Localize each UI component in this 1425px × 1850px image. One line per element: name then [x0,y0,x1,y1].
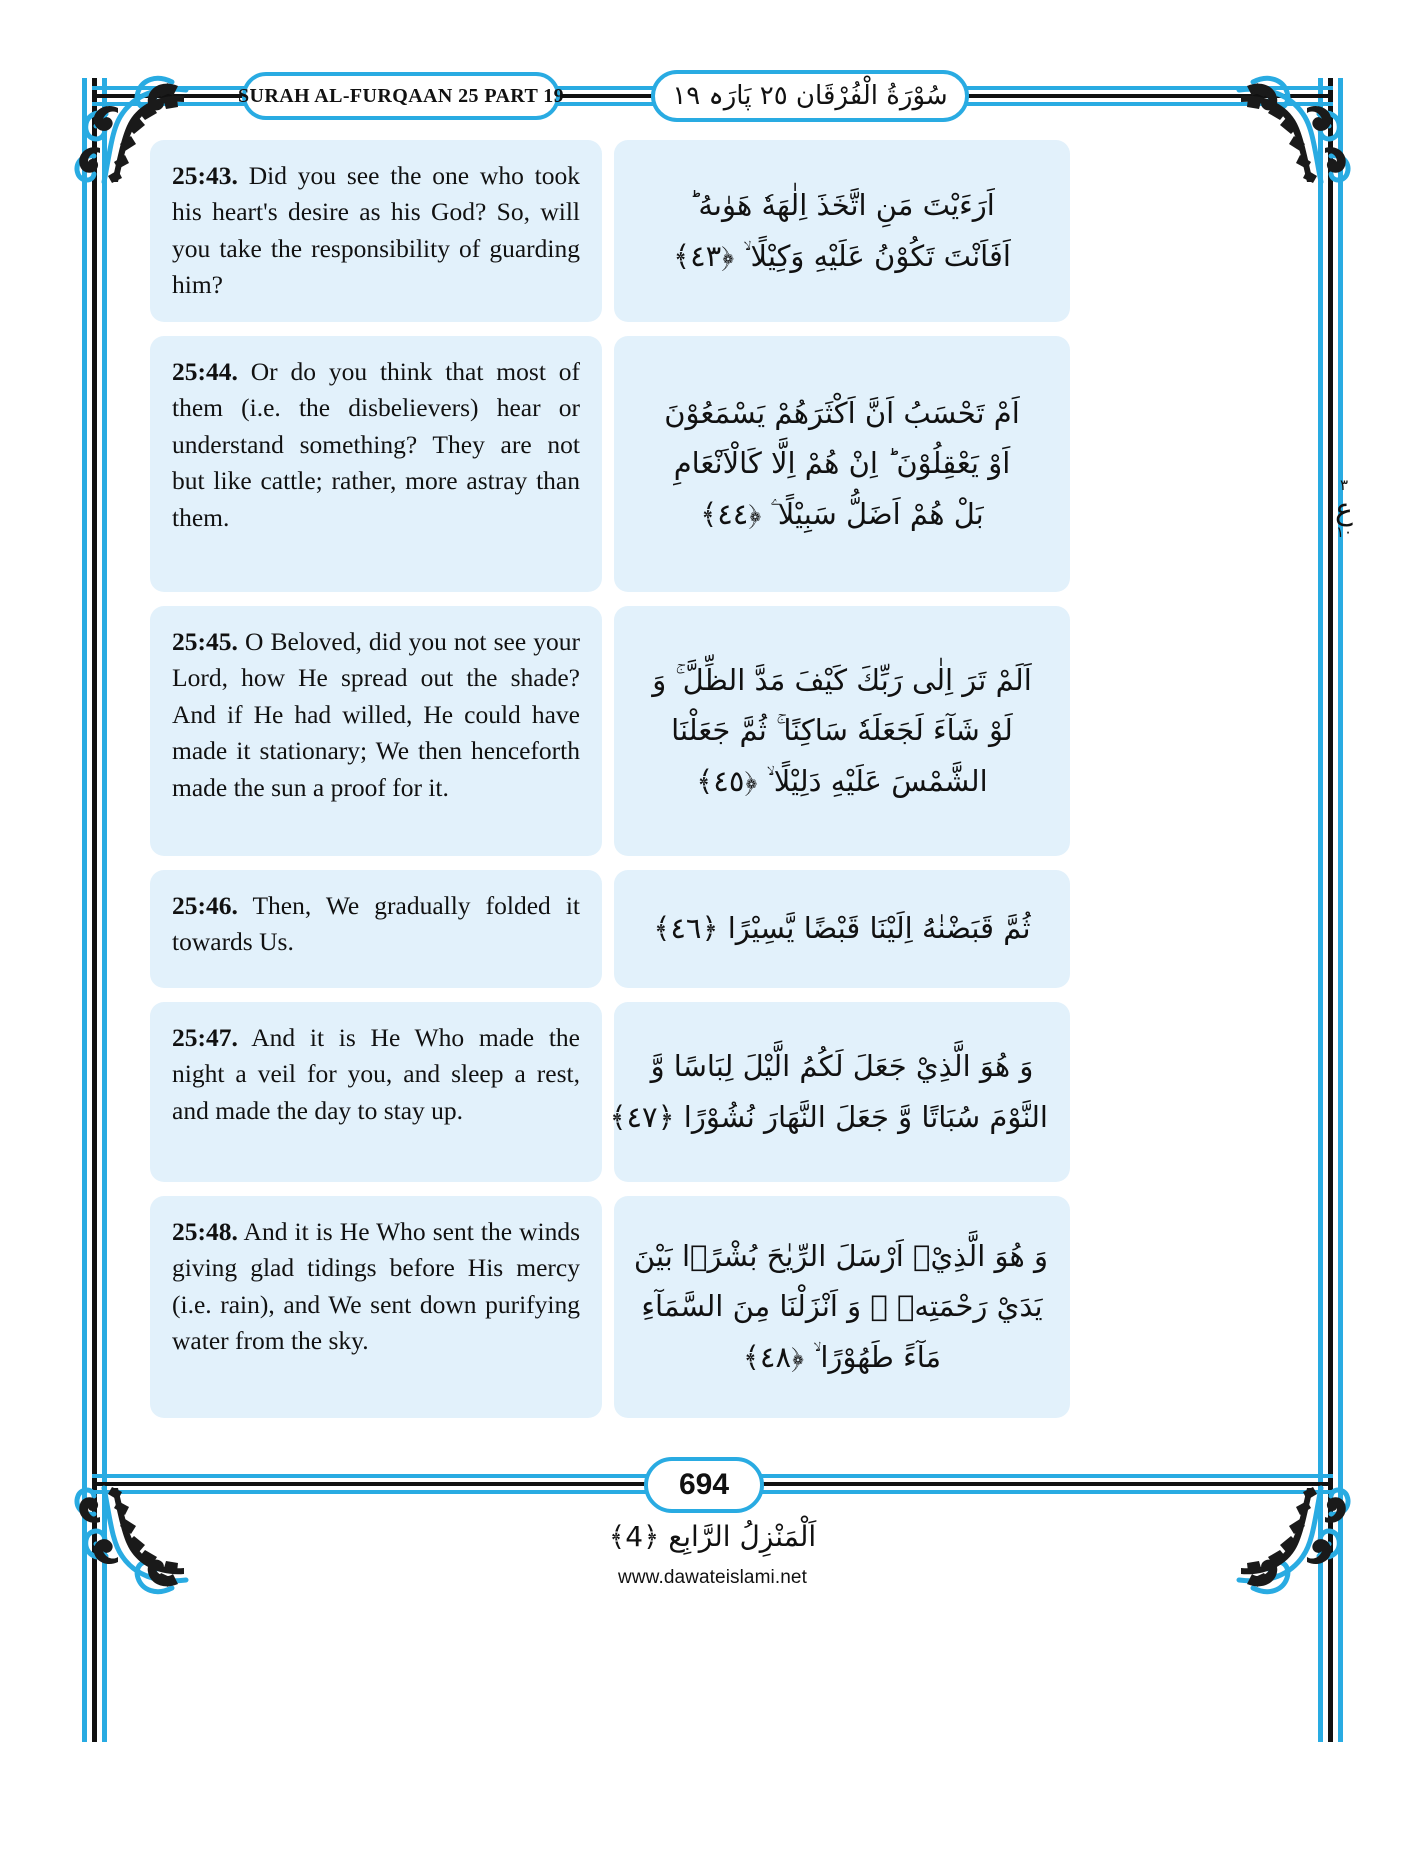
verse-number-25-45: 25:45. [172,626,238,656]
verse-row-25-43 [150,140,1070,322]
manzil-label: اَلْمَنْزِلُ الرَّابِع ﴿4﴾ [608,1520,817,1553]
verse-translation-25-44 [150,336,602,592]
surah-title-arabic: سُوْرَةُ الْفُرْقَان ٢٥ پَارَہ ١٩ [672,81,948,111]
verse-number-25-46: 25:46. [172,890,238,920]
verse-text-25-47: And it is He Who made the night a veil for you, and sleep a rest, and made the day to stay up. [172,1022,580,1125]
arabic-line: بَلْ هُمْ اَضَلُّ سَبِيْلًا ۧ ﴿٤٤﴾ [700,497,984,532]
verse-translation-25-46 [150,870,602,988]
surah-title-pill-arabic [651,70,969,122]
arabic-line: اَرَءَيْتَ مَنِ اتَّخَذَ اِلٰهَهٗ هَوٰىهُ ؕ [689,188,995,223]
verse-row-25-44 [150,336,1070,592]
website-url[interactable]: www.dawateislami.net [618,1567,807,1588]
verse-row-25-46 [150,870,1070,988]
verse-arabic-25-43 [614,140,1070,322]
corner-ornament-bottom-left [60,1479,190,1614]
verse-translation-25-48 [150,1196,602,1418]
arabic-line: النَّوْمَ سُبَاتًا وَّ جَعَلَ النَّهَارَ نُشُوْرًا ﴿٤٧﴾ [609,1099,1048,1134]
verse-translation-25-43 [150,140,602,322]
corner-ornament-bottom-right [1235,1479,1365,1614]
arabic-line: اَلَمْ تَرَ اِلٰى رَبِّكَ كَيْفَ مَدَّ الظِّلَّ ۚ وَ [652,662,1032,697]
verse-arabic-25-46 [614,870,1070,988]
arabic-line: وَ هُوَ الَّذِيْ جَعَلَ لَكُمُ الَّيْلَ لِبَاسًا وَّ [650,1049,1034,1084]
verse-translation-25-47 [150,1002,602,1182]
verse-arabic-25-44 [614,336,1070,592]
verse-arabic-25-48 [614,1196,1070,1418]
corner-ornament-top-left [60,56,190,191]
verse-text-25-45: O Beloved, did you not see your Lord, how He spread out the shade? And if He had willed, He could have made it stationary; We then henceforth made the sun a proof for it. [172,626,580,802]
verse-number-25-43: 25:43. [172,161,238,190]
verse-number-25-44: 25:44. [172,356,238,386]
arabic-line: مَآءً طَهُوْرًا ۙ ﴿٤٨﴾ [742,1340,942,1375]
verse-row-25-48 [150,1196,1070,1418]
verse-number-25-48: 25:48. [172,1216,238,1246]
verse-row-25-45 [150,606,1070,856]
arabic-line: اَفَاَنْتَ تَكُوْنُ عَلَيْهِ وَكِيْلًا ۙ ﴿٤٣﴾ [673,238,1011,273]
corner-ornament-top-right [1235,56,1365,191]
ruku-marker-top-number: ٣ [1339,476,1349,494]
arabic-line: وَ هُوَ الَّذِيْۤ اَرْسَلَ الرِّيٰحَ بُشْرًۢا بَيْنَ [633,1238,1048,1273]
verse-number-25-47: 25:47. [172,1022,238,1052]
page-number: 694 [678,1468,730,1501]
ruku-marker [1322,478,1366,541]
surah-title-pill-english [237,72,565,120]
arabic-line: اَمْ تَحْسَبُ اَنَّ اَكْثَرَهُمْ يَسْمَعُوْنَ [664,395,1020,430]
arabic-line: ثُمَّ قَبَضْنٰهُ اِلَيْنَا قَبْضًا يَّسِيْرًا ﴿٤٦﴾ [653,911,1031,946]
arabic-line: الشَّمْسَ عَلَيْهِ دَلِيْلًا ۙ ﴿٤٥﴾ [696,764,988,799]
surah-title-english: SURAH AL-FURQAAN 25 PART 19 [237,84,565,107]
ruku-marker-glyph: ع [1335,491,1353,527]
arabic-line: اَوْ يَعْقِلُوْنَ ؕ اِنْ هُمْ اِلَّا كَالْاَنْعَامِ [673,446,1011,481]
verse-row-25-47 [150,1002,1070,1182]
ruku-marker-bottom-number: ١٠ [1335,523,1353,542]
verse-arabic-25-45 [614,606,1070,856]
verse-text-25-48: And it is He Who sent the winds giving glad tidings before His mercy (i.e. rain), and We sent down purifying water from the sky. [172,1216,580,1356]
verse-text-25-43: Did you see the one who took his heart's desire as his God? So, will you take the responsibility of guarding him? [172,161,580,300]
arabic-line: لَوْ شَآءَ لَجَعَلَهٗ سَاكِنًا ۚ ثُمَّ جَعَلْنَا [671,713,1013,748]
verse-arabic-25-47 [609,1002,1070,1182]
verse-text-25-46: Then, We gradually folded it towards Us. [172,890,580,957]
verse-text-25-44: Or do you think that most of them (i.e. the disbelievers) hear or understand something? They are not but like cattle; rather, more astray than them. [172,356,580,532]
verse-list [150,140,1070,1432]
page-number-pill [644,1457,764,1513]
verse-translation-25-45 [150,606,602,856]
arabic-line: يَدَيْ رَحْمَتِهٖ ۚ وَ اَنْزَلْنَا مِنَ السَّمَآءِ [641,1289,1043,1324]
